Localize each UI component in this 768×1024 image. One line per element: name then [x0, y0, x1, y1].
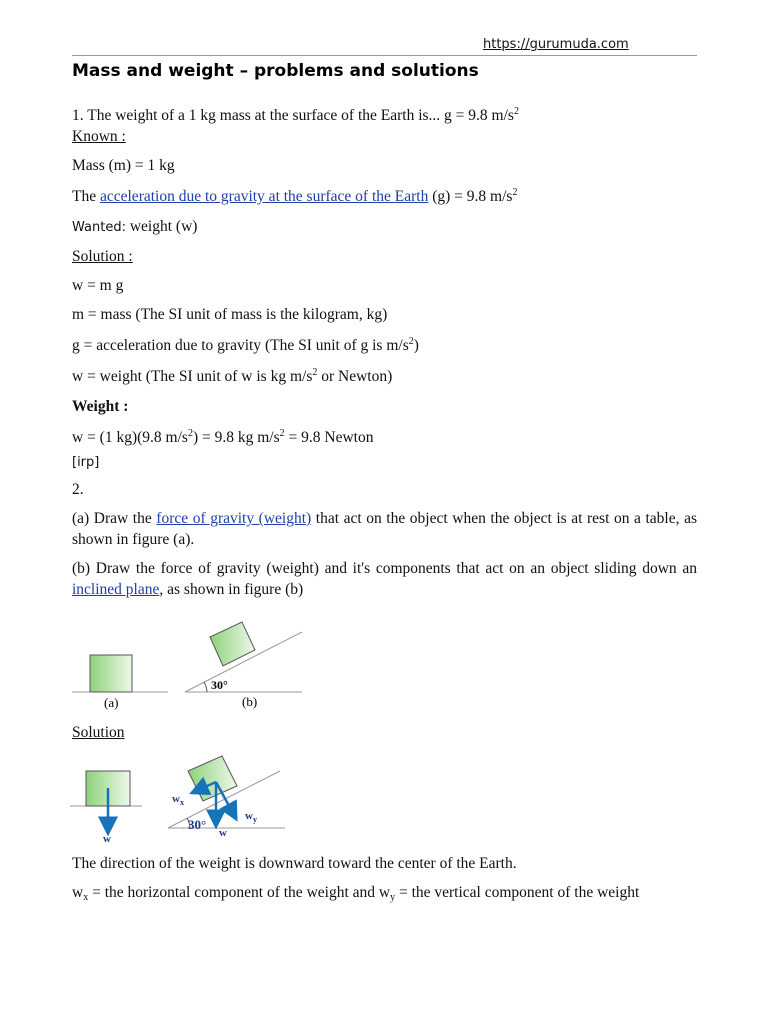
source-url[interactable]: https://gurumuda.com [483, 37, 629, 52]
block-a [90, 655, 132, 692]
known-label: Known : [72, 128, 126, 145]
equation-g: g = acceleration due to gravity (The SI unit of g is $m/s^2$) [72, 336, 419, 354]
wanted-line: Wanted: weight (w) [72, 218, 198, 235]
components-text: $w_x$ = the horizontal component of the weight and $w_y$ = the vertical component of the weight [72, 884, 640, 903]
problem-1-question: 1. The weight of a 1 kg mass at the surface of the Earth is... g = 9.8 $m/s^2$ [72, 106, 519, 124]
weight-calculation: w = (1 kg)(9.8 $m/s^2) = 9.8$ kg $m/s^2 = 9.8$ Newton [72, 428, 374, 446]
problem-2a: (a) Draw the force of gravity (weight) that act on the object when the object is at rest on a table, as shown in figure (a). [72, 510, 697, 548]
weight-label-a: w [103, 833, 111, 845]
figure-1 [70, 610, 310, 715]
force-of-gravity-link[interactable]: force of gravity (weight) [156, 510, 312, 527]
direction-text: The direction of the weight is downward toward the center of the Earth. [72, 855, 517, 872]
weight-label: Weight : [72, 398, 129, 415]
angle-label-solution: 30° [188, 817, 207, 832]
equation-w-mg: w = m g [72, 277, 124, 294]
gravity-link[interactable]: acceleration due to gravity at the surface of the Earth [99, 188, 429, 205]
figure-2 [70, 755, 295, 847]
known-mass: Mass (m) = 1 kg [72, 157, 175, 174]
irp-tag: [irp] [72, 455, 100, 470]
angle-arc [204, 682, 207, 692]
angle-label-b: 30° [211, 678, 228, 692]
solution-label: Solution : [72, 248, 133, 265]
header-rule [72, 55, 697, 56]
wx-label: $w_x$ [172, 793, 184, 807]
label-a: (a) [104, 695, 119, 710]
inclined-plane-link[interactable]: inclined plane [72, 581, 160, 598]
label-b: (b) [242, 694, 258, 709]
page-title: Mass and weight – problems and solutions [72, 61, 479, 81]
equation-weight: w = weight (The SI unit of w is kg $m/s^2$ or Newton) [72, 367, 393, 385]
solution-2-label: Solution [72, 724, 125, 741]
wy-label: $w_y$ [245, 810, 257, 824]
equation-mass: m = mass (The SI unit of mass is the kilogram, kg) [72, 306, 388, 323]
problem-2b: (b) Draw the force of gravity (weight) and it's components that act on an object sliding down an inclined plane, as shown in figure (b) [72, 560, 697, 598]
problem-2-number: 2. [72, 481, 84, 498]
known-gravity: The acceleration due to gravity at the surface of the Earth (g) = 9.8 $m/s^2$ [72, 187, 518, 205]
weight-label-b: w [219, 827, 227, 839]
article-body [72, 105, 697, 600]
block-b-solution [188, 756, 237, 801]
